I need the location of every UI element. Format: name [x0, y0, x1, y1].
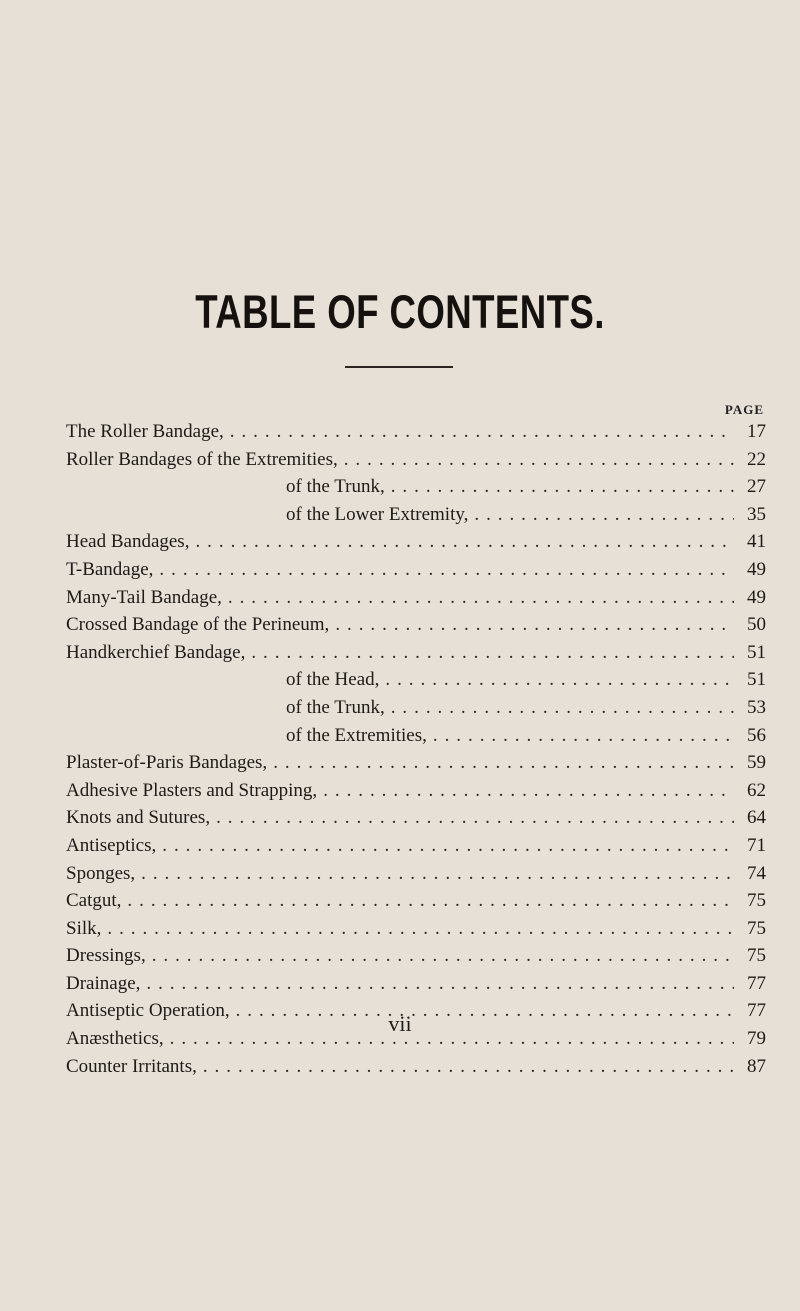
- dot-leader: [224, 418, 734, 446]
- dot-leader: [101, 915, 734, 943]
- dot-leader: [146, 942, 734, 970]
- toc-entry-page: 77: [747, 1000, 766, 1022]
- toc-subentry: [66, 501, 766, 529]
- toc-entry: [66, 804, 766, 832]
- toc-entry-page: 62: [747, 779, 766, 801]
- dot-leader: [338, 446, 734, 474]
- toc-entry-title: Roller Bandages of the Extremities,: [66, 448, 338, 470]
- toc-entry: [66, 639, 766, 667]
- page-number: vii: [388, 1011, 412, 1036]
- dot-leader: [329, 611, 734, 639]
- toc-entry-title: Dressings,: [66, 945, 146, 967]
- toc-entry-title: Catgut,: [66, 890, 122, 912]
- toc-entry-title: Head Bandages,: [66, 531, 190, 553]
- toc-entry-title: Knots and Sutures,: [66, 807, 211, 829]
- toc-entry-page: 50: [747, 614, 766, 636]
- toc-entry-page: 77: [747, 972, 766, 994]
- dot-leader: [135, 860, 734, 888]
- toc-entry: [66, 418, 766, 446]
- page-title: TABLE OF CONTENTS.: [195, 285, 605, 338]
- toc-entry: [66, 970, 766, 998]
- toc-entry-page: 87: [747, 1055, 766, 1077]
- toc-entry: [66, 446, 766, 474]
- toc-entry-page: 27: [747, 476, 766, 498]
- toc-entry-page: 75: [747, 890, 766, 912]
- toc-subentry: [66, 473, 766, 501]
- toc-entry-page: 49: [747, 586, 766, 608]
- dot-leader: [121, 887, 734, 915]
- toc-entry-page: 35: [747, 503, 766, 525]
- toc-subentry: [66, 694, 766, 722]
- toc-entry: [66, 611, 766, 639]
- toc-entry: [66, 942, 766, 970]
- toc-entry-page: 41: [747, 531, 766, 553]
- toc-entry-page: 79: [747, 1028, 766, 1050]
- toc-entry-page: 74: [747, 862, 766, 884]
- toc-entry-title: Sponges,: [66, 862, 136, 884]
- toc-entry-title: T-Bandage,: [66, 558, 154, 580]
- toc-entry: [66, 1053, 766, 1081]
- toc-entry-title: Plaster-of-Paris Bandages,: [66, 752, 268, 774]
- toc-entry-page: 64: [747, 807, 766, 829]
- toc-entry-page: 17: [747, 421, 766, 442]
- toc-entry: [66, 915, 766, 943]
- dot-leader: [222, 584, 734, 612]
- dot-leader: [140, 970, 734, 998]
- toc-entry-page: 59: [747, 752, 766, 774]
- title-rule: [345, 366, 453, 368]
- dot-leader: [210, 804, 734, 832]
- toc-entry-title: Adhesive Plasters and Strapping,: [66, 779, 318, 801]
- toc-entry-title: Antiseptic Operation,: [66, 1000, 230, 1022]
- toc-entry: [66, 887, 766, 915]
- toc-entry-page: 49: [747, 558, 766, 580]
- toc-entry-page: 75: [747, 945, 766, 967]
- dot-leader: [379, 666, 734, 694]
- toc-entry-title: The Roller Bandage,: [66, 421, 224, 442]
- toc-entry: [66, 556, 766, 584]
- toc-entry-page: 51: [747, 641, 766, 663]
- toc-entry-title: Drainage,: [66, 972, 141, 994]
- dot-leader: [245, 639, 734, 667]
- toc-entry-page: 53: [747, 696, 766, 718]
- toc-entry-title: Counter Irritants,: [66, 1055, 197, 1077]
- toc-entry: [66, 777, 766, 805]
- dot-leader: [385, 694, 734, 722]
- dot-leader: [427, 722, 734, 750]
- toc-entry-page: 22: [747, 448, 766, 470]
- toc-entry: [66, 832, 766, 860]
- toc-entry-title: of the Extremities,: [286, 724, 427, 746]
- dot-leader: [468, 501, 734, 529]
- toc-entry-title: of the Lower Extremity,: [286, 503, 469, 525]
- toc-entry-page: 56: [747, 724, 766, 746]
- dot-leader: [385, 473, 734, 501]
- toc-entry-title: Silk,: [66, 917, 102, 939]
- toc-entry-title: Handkerchief Bandage,: [66, 641, 246, 663]
- toc-entry-title: of the Head,: [286, 669, 380, 691]
- toc-entry-title: of the Trunk,: [286, 476, 385, 498]
- dot-leader: [153, 556, 734, 584]
- toc-entry-page: 75: [747, 917, 766, 939]
- toc-entry-page: 71: [747, 834, 766, 856]
- toc-entry-title: of the Trunk,: [286, 696, 385, 718]
- toc-entry-page: 51: [747, 669, 766, 691]
- toc-subentry: [66, 722, 766, 750]
- toc-entry: [66, 528, 766, 556]
- toc-entry: [66, 860, 766, 888]
- toc-entry-title: Anæsthetics,: [66, 1028, 164, 1050]
- toc-entry-title: Many-Tail Bandage,: [66, 586, 222, 608]
- page-column-label: PAGE: [724, 402, 764, 417]
- dot-leader: [267, 749, 734, 777]
- dot-leader: [197, 1053, 734, 1081]
- toc-entry: [66, 749, 766, 777]
- toc-entry-title: Crossed Bandage of the Perineum,: [66, 614, 330, 636]
- dot-leader: [156, 832, 734, 860]
- toc-list: [66, 418, 766, 1080]
- toc-subentry: [66, 666, 766, 694]
- toc-entry-title: Antiseptics,: [66, 834, 157, 856]
- dot-leader: [189, 528, 734, 556]
- dot-leader: [317, 777, 734, 805]
- toc-entry: [66, 584, 766, 612]
